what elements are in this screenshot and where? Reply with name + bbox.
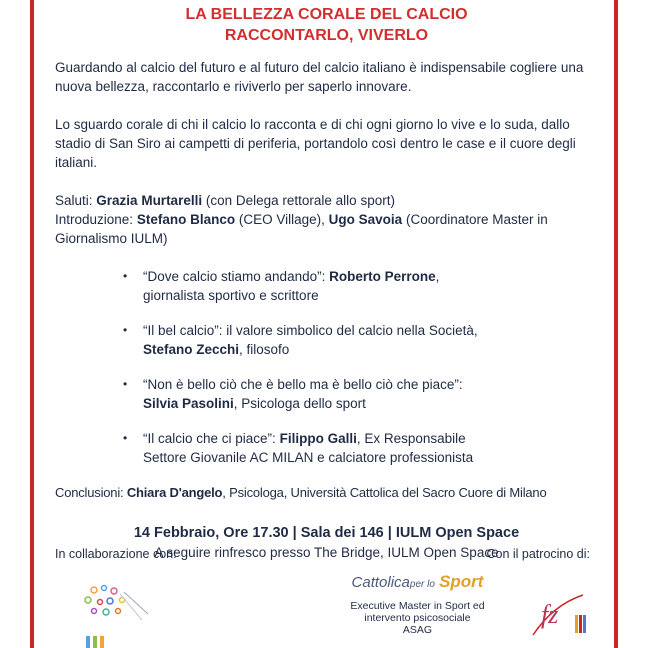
cattolica-desc-3: ASAG bbox=[402, 624, 433, 636]
intro-role-1: (CEO Village), bbox=[238, 212, 325, 227]
speaker-list bbox=[55, 267, 598, 467]
talk-title: “Il bel calcio”: il valore simbolico del calcio nella Società, bbox=[143, 323, 478, 338]
cattolica-brand-name: Cattolica bbox=[351, 574, 410, 591]
talk-title: “Non è bello ciò che è bello ma è bello ciò che piace”: bbox=[143, 377, 463, 392]
cattolica-sport-logo bbox=[330, 572, 505, 636]
speaker-role: giornalista sportivo e scrittore bbox=[143, 288, 319, 303]
speaker-name: Stefano Zecchi bbox=[143, 342, 240, 357]
program-intro bbox=[55, 191, 598, 248]
list-item bbox=[55, 321, 598, 359]
page-title bbox=[55, 4, 598, 46]
saluti-role: (con Delega rettorale allo sport) bbox=[205, 193, 395, 208]
patronage-label: Con il patrocino di: bbox=[486, 547, 590, 561]
speaker-name: Roberto Perrone bbox=[329, 269, 436, 284]
event-after: A seguire rinfresco presso The Bridge, IULM Open Space bbox=[154, 545, 499, 560]
intro-paragraph-2: Lo sguardo corale di chi il calcio lo racconta e di chi ogni giorno lo vive e lo suda, dallo stadio di San Siro ai campetti di periferia, portandolo così dentro le case e il cuore degli italiani. bbox=[55, 117, 576, 170]
intro-label: Introduzione: bbox=[55, 212, 134, 227]
cattolica-sport-word: Sport bbox=[439, 572, 484, 591]
list-item bbox=[55, 267, 598, 305]
speaker-after-name: , bbox=[435, 269, 440, 284]
conclusion-name: Chiara D'angelo bbox=[126, 485, 223, 500]
flyer-content bbox=[55, 0, 598, 562]
speaker-name: Filippo Galli bbox=[279, 431, 357, 446]
cattolica-per-lo: per lo bbox=[409, 579, 435, 590]
event-details: 14 Febbraio, Ore 17.30 | Sala dei 146 | IULM Open Space bbox=[133, 525, 520, 541]
title-line-2: RACCONTARLO, VIVERLO bbox=[224, 27, 429, 44]
list-item bbox=[55, 375, 598, 413]
list-item bbox=[55, 429, 598, 467]
saluti-name: Grazia Murtarelli bbox=[96, 193, 203, 208]
speaker-line-2 bbox=[143, 394, 598, 413]
speaker-role: Settore Giovanile AC MILAN e calciatore professionista bbox=[143, 450, 474, 465]
intro-name-2: Ugo Savoia bbox=[328, 212, 403, 227]
cattolica-description bbox=[330, 600, 505, 636]
left-frame-line bbox=[30, 0, 34, 648]
conclusion-role: , Psicologa, Università Cattolica del Sacro Cuore di Milano bbox=[222, 485, 547, 500]
intro-paragraph-1: Guardando al calcio del futuro e al futuro del calcio italiano è indispensabile cogliere una nuova bellezza, raccontarlo e riviverlo per saperlo innovare. bbox=[55, 60, 584, 94]
cattolica-desc-1: Executive Master in Sport ed bbox=[350, 600, 485, 612]
cattolica-brand bbox=[330, 572, 505, 592]
conclusion-line bbox=[55, 483, 598, 502]
speaker-role: , Psicologa dello sport bbox=[233, 396, 366, 411]
intro-role-2: (Coordinatore Master in Giornalismo IULM) bbox=[55, 212, 548, 246]
talk-title: “Dove calcio stiamo andando”: bbox=[143, 269, 326, 284]
fz-foundation-logo bbox=[523, 585, 591, 645]
intro-name-1: Stefano Blanco bbox=[136, 212, 236, 227]
fz-mark: fz bbox=[541, 600, 559, 629]
speaker-after-name: , Ex Responsabile bbox=[356, 431, 466, 446]
right-frame-line bbox=[614, 0, 618, 648]
speaker-role: , filosofo bbox=[239, 342, 290, 357]
title-line-1: LA BELLEZZA CORALE DEL CALCIO bbox=[185, 6, 468, 23]
conclusion-label: Conclusioni: bbox=[55, 485, 124, 500]
cattolica-desc-2: intervento psicosociale bbox=[364, 612, 471, 624]
saluti-label: Saluti: bbox=[55, 193, 93, 208]
speaker-name: Silvia Pasolini bbox=[143, 396, 234, 411]
talk-title: “Il calcio che ci piace”: bbox=[143, 431, 276, 446]
collab-label: In collaborazione con: bbox=[55, 547, 177, 561]
speaker-line-2 bbox=[143, 340, 598, 359]
village-logo-icon bbox=[80, 584, 150, 648]
